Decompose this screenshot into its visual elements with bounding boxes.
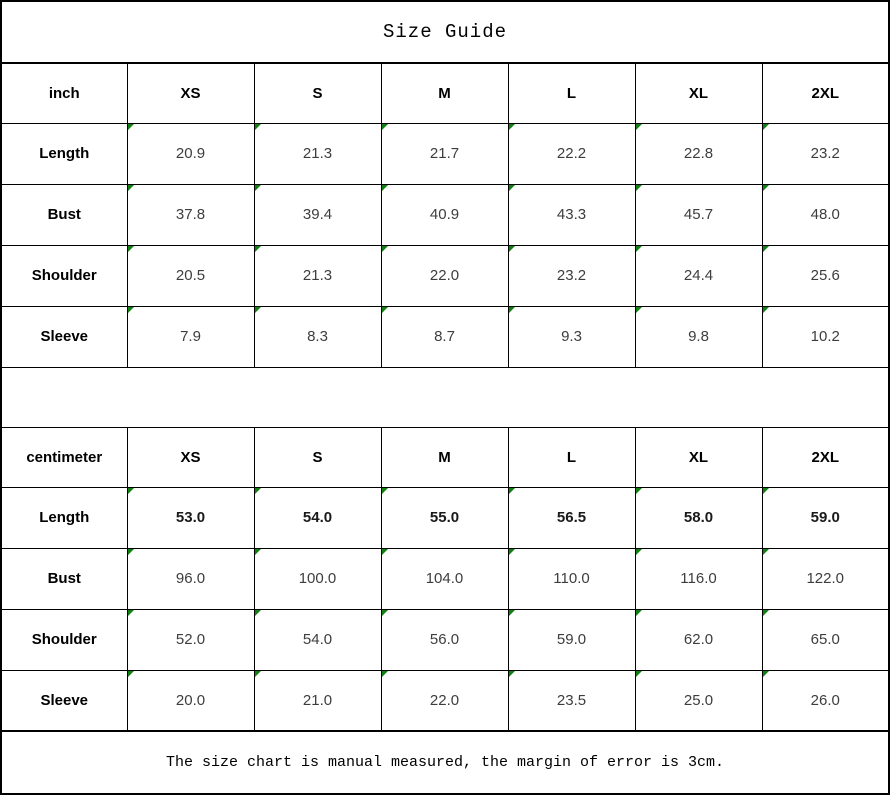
cell-corner-marker-icon — [128, 671, 134, 677]
size-header-m: M — [381, 427, 508, 487]
size-value-cell — [254, 306, 381, 367]
size-value: 100.0 — [298, 570, 337, 587]
size-value-cell — [381, 245, 508, 306]
cell-corner-marker-icon — [382, 488, 388, 494]
cell-corner-marker-icon — [763, 671, 769, 677]
size-value-cell — [254, 487, 381, 548]
cell-corner-marker-icon — [763, 124, 769, 130]
size-header-xs: XS — [127, 427, 254, 487]
cell-corner-marker-icon — [128, 246, 134, 252]
size-value-cell — [508, 548, 635, 609]
size-value-cell — [762, 245, 889, 306]
size-header-s: S — [254, 63, 381, 123]
size-value-cell — [635, 123, 762, 184]
size-value: 39.4 — [302, 206, 333, 223]
table-row — [1, 245, 889, 306]
row-label-length: Length — [1, 487, 127, 548]
size-value: 65.0 — [810, 631, 840, 648]
size-value-cell — [635, 487, 762, 548]
size-value-cell — [381, 306, 508, 367]
size-header-2xl: 2XL — [762, 63, 889, 123]
size-value: 8.7 — [434, 328, 455, 345]
size-value: 20.9 — [175, 145, 206, 162]
measurement-note: The size chart is manual measured, the margin of error is 3cm. — [1, 731, 889, 794]
size-value: 22.2 — [556, 145, 587, 162]
cell-corner-marker-icon — [255, 307, 261, 313]
cell-corner-marker-icon — [636, 488, 642, 494]
row-label-shoulder: Shoulder — [1, 609, 127, 670]
size-value-cell — [127, 670, 254, 731]
cell-corner-marker-icon — [509, 246, 515, 252]
cell-corner-marker-icon — [763, 185, 769, 191]
table-row — [1, 123, 889, 184]
size-value-cell — [127, 548, 254, 609]
size-value-cell — [508, 609, 635, 670]
table-row — [1, 184, 889, 245]
table-row — [1, 487, 889, 548]
cell-corner-marker-icon — [128, 549, 134, 555]
size-value: 52.0 — [175, 631, 206, 648]
size-value: 22.0 — [429, 691, 460, 709]
size-value-cell — [635, 548, 762, 609]
size-value: 58.0 — [683, 509, 714, 526]
size-value-cell — [127, 609, 254, 670]
size-value: 43.3 — [556, 206, 587, 223]
size-value: 45.7 — [683, 206, 714, 223]
size-value-cell — [762, 184, 889, 245]
cell-corner-marker-icon — [509, 185, 515, 191]
size-value-cell — [508, 184, 635, 245]
size-value-cell — [254, 670, 381, 731]
cell-corner-marker-icon — [636, 185, 642, 191]
size-value-cell — [508, 306, 635, 367]
row-label-bust: Bust — [1, 184, 127, 245]
spacer-row — [1, 367, 889, 427]
cell-corner-marker-icon — [763, 610, 769, 616]
size-value: 59.0 — [810, 509, 840, 526]
size-header-m: M — [381, 63, 508, 123]
cell-corner-marker-icon — [509, 549, 515, 555]
size-header-l: L — [508, 63, 635, 123]
size-value: 20.5 — [175, 267, 206, 284]
cell-corner-marker-icon — [509, 124, 515, 130]
size-value: 116.0 — [680, 570, 717, 587]
cell-corner-marker-icon — [636, 307, 642, 313]
size-value-cell — [381, 123, 508, 184]
size-value-cell — [254, 184, 381, 245]
row-label-sleeve: Sleeve — [1, 670, 127, 731]
size-value: 20.0 — [175, 691, 206, 709]
cell-corner-marker-icon — [509, 307, 515, 313]
size-value-cell — [508, 245, 635, 306]
cell-corner-marker-icon — [128, 610, 134, 616]
cell-corner-marker-icon — [255, 488, 261, 494]
page-title: Size Guide — [1, 1, 889, 63]
size-value-cell — [381, 548, 508, 609]
row-label-sleeve: Sleeve — [1, 306, 127, 367]
size-value: 22.0 — [429, 267, 460, 284]
unit-header-centimeter: centimeter — [1, 427, 127, 487]
table-row — [1, 306, 889, 367]
cell-corner-marker-icon — [509, 488, 515, 494]
size-value: 23.2 — [556, 267, 587, 284]
size-header-xs: XS — [127, 63, 254, 123]
cell-corner-marker-icon — [382, 307, 388, 313]
size-value: 110.0 — [553, 570, 590, 587]
size-value-cell — [254, 609, 381, 670]
size-value: 10.2 — [810, 328, 840, 345]
cell-corner-marker-icon — [128, 124, 134, 130]
size-value: 8.3 — [307, 328, 328, 345]
cell-corner-marker-icon — [382, 185, 388, 191]
cell-corner-marker-icon — [636, 124, 642, 130]
cell-corner-marker-icon — [382, 246, 388, 252]
size-value-cell — [762, 487, 889, 548]
cell-corner-marker-icon — [128, 307, 134, 313]
cell-corner-marker-icon — [636, 671, 642, 677]
size-value: 23.5 — [556, 691, 587, 709]
cell-corner-marker-icon — [763, 488, 769, 494]
size-value-cell — [127, 487, 254, 548]
inch-header-row — [1, 63, 889, 123]
size-value-cell — [508, 670, 635, 731]
cell-corner-marker-icon — [255, 549, 261, 555]
size-header-s: S — [254, 427, 381, 487]
cell-corner-marker-icon — [382, 124, 388, 130]
size-value-cell — [762, 548, 889, 609]
size-value: 21.7 — [429, 145, 460, 162]
size-value: 54.0 — [302, 631, 333, 648]
size-value: 48.0 — [810, 206, 840, 223]
size-value-cell — [762, 609, 889, 670]
size-value: 96.0 — [175, 570, 206, 587]
table-row — [1, 548, 889, 609]
size-value: 22.8 — [683, 145, 714, 162]
size-value-cell — [762, 306, 889, 367]
cell-corner-marker-icon — [382, 610, 388, 616]
size-value-cell — [635, 245, 762, 306]
table-row — [1, 609, 889, 670]
cell-corner-marker-icon — [382, 549, 388, 555]
size-value-cell — [127, 123, 254, 184]
size-value-cell — [381, 487, 508, 548]
cell-corner-marker-icon — [255, 124, 261, 130]
row-label-shoulder: Shoulder — [1, 245, 127, 306]
size-value: 9.3 — [561, 328, 582, 345]
size-value-cell — [762, 670, 889, 731]
cell-corner-marker-icon — [636, 246, 642, 252]
size-value: 104.0 — [425, 570, 464, 587]
size-value-cell — [127, 184, 254, 245]
size-value-cell — [381, 670, 508, 731]
size-value: 25.0 — [683, 691, 714, 709]
size-value: 56.0 — [429, 631, 460, 648]
size-header-l: L — [508, 427, 635, 487]
cell-corner-marker-icon — [255, 610, 261, 616]
cell-corner-marker-icon — [509, 610, 515, 616]
row-label-bust: Bust — [1, 548, 127, 609]
size-value-cell — [127, 306, 254, 367]
cell-corner-marker-icon — [636, 610, 642, 616]
cell-corner-marker-icon — [382, 671, 388, 677]
size-value: 37.8 — [175, 206, 206, 223]
size-value-cell — [381, 184, 508, 245]
size-value: 25.6 — [810, 267, 840, 284]
size-value-cell — [635, 670, 762, 731]
size-value: 21.0 — [302, 691, 333, 709]
size-header-2xl: 2XL — [762, 427, 889, 487]
size-value-cell — [508, 123, 635, 184]
size-value: 54.0 — [302, 509, 333, 526]
size-value: 56.5 — [556, 509, 587, 526]
table-row — [1, 670, 889, 731]
cell-corner-marker-icon — [636, 549, 642, 555]
size-value: 62.0 — [683, 631, 714, 648]
cell-corner-marker-icon — [128, 185, 134, 191]
size-value: 9.8 — [688, 328, 709, 345]
size-value-cell — [381, 609, 508, 670]
cell-corner-marker-icon — [509, 671, 515, 677]
size-value-cell — [127, 245, 254, 306]
cell-corner-marker-icon — [255, 671, 261, 677]
size-value: 7.9 — [180, 328, 201, 345]
size-value-cell — [635, 306, 762, 367]
centimeter-header-row — [1, 427, 889, 487]
unit-header-inch: inch — [1, 63, 127, 123]
size-value: 122.0 — [806, 570, 845, 587]
size-value: 26.0 — [810, 691, 840, 709]
cell-corner-marker-icon — [255, 185, 261, 191]
size-header-xl: XL — [635, 63, 762, 123]
size-value: 21.3 — [302, 145, 333, 162]
size-value-cell — [254, 548, 381, 609]
size-value-cell — [254, 245, 381, 306]
size-value: 21.3 — [302, 267, 333, 284]
size-value: 24.4 — [683, 267, 714, 284]
cell-corner-marker-icon — [763, 307, 769, 313]
size-value-cell — [508, 487, 635, 548]
size-value-cell — [254, 123, 381, 184]
size-value: 40.9 — [429, 206, 460, 223]
size-value: 59.0 — [556, 631, 587, 648]
size-value: 23.2 — [810, 145, 840, 162]
size-value: 53.0 — [175, 509, 206, 526]
size-value: 55.0 — [429, 509, 460, 526]
size-value-cell — [635, 184, 762, 245]
cell-corner-marker-icon — [763, 549, 769, 555]
size-value-cell — [762, 123, 889, 184]
cell-corner-marker-icon — [763, 246, 769, 252]
row-label-length: Length — [1, 123, 127, 184]
size-header-xl: XL — [635, 427, 762, 487]
cell-corner-marker-icon — [128, 488, 134, 494]
cell-corner-marker-icon — [255, 246, 261, 252]
size-value-cell — [635, 609, 762, 670]
